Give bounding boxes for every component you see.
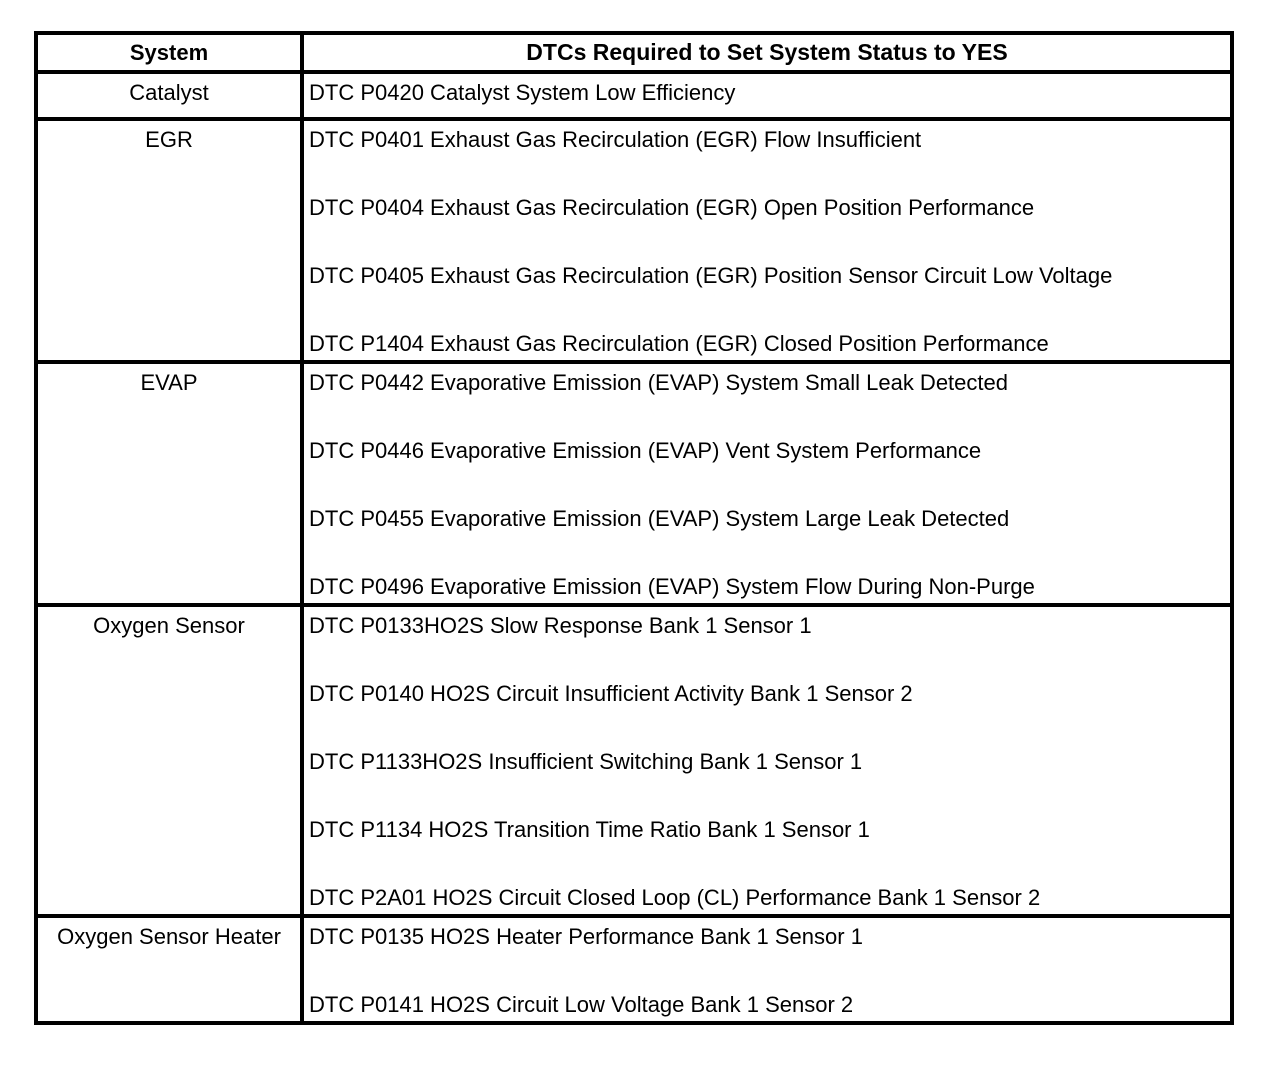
dtc-system-status-table <box>34 31 1234 1025</box>
dtcs-column-header: DTCs Required to Set System Status to YES <box>302 33 1232 72</box>
dtc-cell <box>302 362 1232 605</box>
dtc-item: DTC P0133HO2S Slow Response Bank 1 Sensor 1 <box>309 613 812 638</box>
dtc-item: DTC P0405 Exhaust Gas Recirculation (EGR) Position Sensor Circuit Low Voltage <box>309 263 1113 288</box>
dtc-item: DTC P1134 HO2S Transition Time Ratio Bank 1 Sensor 1 <box>309 817 870 842</box>
dtc-item: DTC P0455 Evaporative Emission (EVAP) System Large Leak Detected <box>309 506 1010 531</box>
dtc-item: DTC P0141 HO2S Circuit Low Voltage Bank 1 Sensor 2 <box>309 992 854 1017</box>
dtc-item: DTC P0404 Exhaust Gas Recirculation (EGR) Open Position Performance <box>309 195 1035 220</box>
dtc-item: DTC P0442 Evaporative Emission (EVAP) System Small Leak Detected <box>309 370 1008 395</box>
system-cell: EGR <box>36 119 302 362</box>
dtc-cell <box>302 605 1232 916</box>
system-cell: Oxygen Sensor <box>36 605 302 916</box>
system-cell: Oxygen Sensor Heater <box>36 916 302 1023</box>
table-row-evap <box>36 362 1232 605</box>
dtc-item: DTC P1133HO2S Insufficient Switching Bank 1 Sensor 1 <box>309 749 863 774</box>
dtc-item: DTC P0446 Evaporative Emission (EVAP) Vent System Performance <box>309 438 982 463</box>
dtc-cell <box>302 119 1232 362</box>
system-cell: Catalyst <box>36 72 302 119</box>
dtc-cell <box>302 72 1232 119</box>
system-cell: EVAP <box>36 362 302 605</box>
dtc-item: DTC P0420 Catalyst System Low Efficiency <box>309 80 736 105</box>
dtc-item: DTC P0140 HO2S Circuit Insufficient Activity Bank 1 Sensor 2 <box>309 681 913 706</box>
dtc-item: DTC P2A01 HO2S Circuit Closed Loop (CL) Performance Bank 1 Sensor 2 <box>309 885 1041 910</box>
header-row <box>36 33 1232 72</box>
dtc-item: DTC P0401 Exhaust Gas Recirculation (EGR) Flow Insufficient <box>309 127 922 152</box>
dtc-item: DTC P0496 Evaporative Emission (EVAP) System Flow During Non-Purge <box>309 574 1035 599</box>
dtc-cell <box>302 916 1232 1023</box>
dtc-item: DTC P0135 HO2S Heater Performance Bank 1 Sensor 1 <box>309 924 863 949</box>
table-row-egr <box>36 119 1232 362</box>
table-row-catalyst <box>36 72 1232 119</box>
table-row-oxygen-sensor <box>36 605 1232 916</box>
system-column-header: System <box>36 33 302 72</box>
dtc-item: DTC P1404 Exhaust Gas Recirculation (EGR) Closed Position Performance <box>309 331 1049 356</box>
table-row-oxygen-sensor-heater <box>36 916 1232 1023</box>
